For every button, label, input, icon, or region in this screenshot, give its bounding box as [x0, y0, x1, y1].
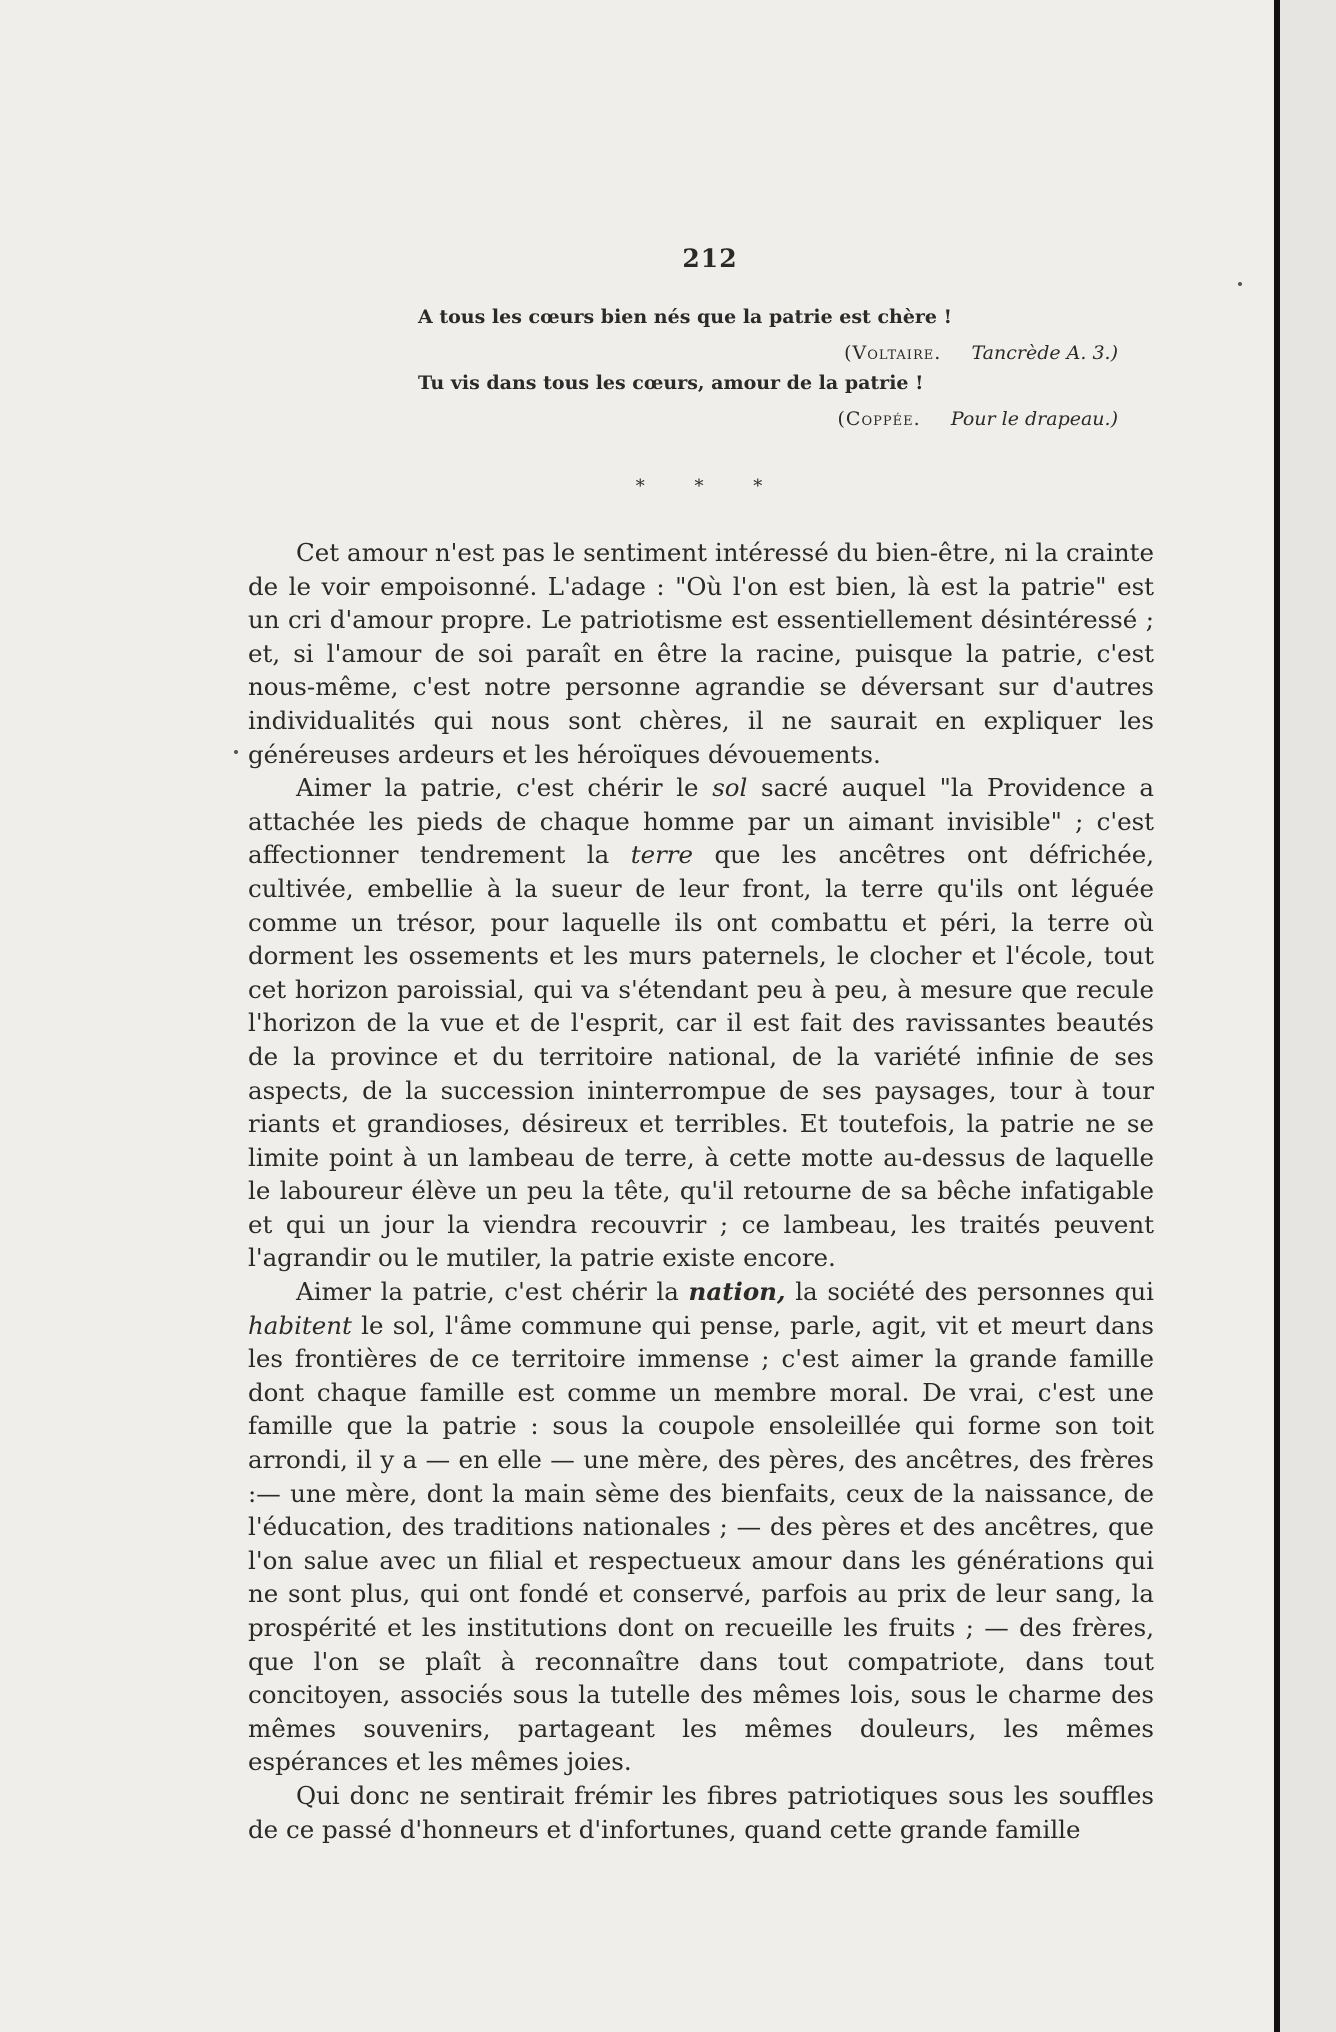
section-separator: * * *	[635, 476, 785, 497]
epigraph-line: A tous les cœurs bien nés que la patrie est chère !	[418, 306, 952, 328]
paragraph-text: le sol, l'âme commune qui pense, parle, agit, vit et meurt dans les frontières de ce territoire immense ; c'est aimer la grande famille dont chaque famille est comme un membre moral. De vrai, c'est une famille que la patrie : sous la coupole ensoleillée qui forme son toit arrondi, il y a — en elle — une mère, des pères, des ancêtres, des frères :— une mère, dont la main sème des bienfaits, ceux de la naissance, de l'éducation, des traditions nationales ; — des pères et des ancêtres, que l'on salue avec un filial et respectueux amour dans les générations qui ne sont plus, qui ont fondé et conservé, parfois au prix de leur sang, la prospérité et les institutions dont on recueille les fruits ; — des frères, que l'on se plaît à reconnaître dans tout compatriote, dans tout concitoyen, associés sous la tutelle des mêmes lois, sous le charme des mêmes souvenirs, partageant les mêmes douleurs, les mêmes espérances et les mêmes joies.	[248, 1310, 1154, 1777]
paragraph-text: Aimer la patrie, c'est chérir le	[296, 773, 713, 803]
emphasis-habitent: habitent	[248, 1310, 352, 1340]
margin-speck	[1238, 282, 1242, 286]
paragraph-text: la société des personnes qui	[785, 1277, 1154, 1307]
paragraph-4	[248, 1779, 1154, 1846]
scan-margin	[1280, 0, 1336, 2032]
paragraph-text: Qui donc ne sentirait frémir les fibres patriotiques sous les souffles de ce passé d'honneurs et d'infortunes, quand cette grande famille	[248, 1780, 1154, 1844]
page-number: 212	[682, 244, 738, 273]
paragraph-text: Aimer la patrie, c'est chérir la	[296, 1277, 689, 1307]
paragraph-1	[248, 536, 1154, 771]
emphasis-nation: nation,	[688, 1277, 786, 1307]
epigraph-coppee	[370, 372, 1118, 458]
emphasis-terre: terre	[630, 840, 693, 870]
epigraph-author: (Coppée.	[837, 408, 921, 430]
epigraph-source	[844, 342, 1118, 364]
emphasis-sol: sol	[712, 773, 748, 803]
paragraph-text: Cet amour n'est pas le sentiment intéressé du bien-être, ni la crainte de le voir empoisonné. L'adage : "Où l'on est bien, là est la patrie" est un cri d'amour propre. Le patriotisme est essentiellement désintéressé ; et, si l'amour de soi paraît en être la racine, puisque la patrie, c'est nous-même, c'est notre personne agrandie se déversant sur d'autres individualités qui nous sont chères, il ne saurait en expliquer les généreuses ardeurs et les héroïques dévouements.	[248, 538, 1154, 769]
paragraph-text: que les ancêtres ont défrichée, cultivée, embellie à la sueur de leur front, la terre qu'ils ont léguée comme un trésor, pour laquelle ils ont combattu et péri, la terre où dorment les ossements et les murs paternels, le clocher et l'école, tout cet horizon paroissial, qui va s'étendant peu à peu, à mesure que recule l'horizon de la vue et de l'esprit, car il est fait des ravissantes beautés de la province et du territoire national, de la variété infinie de ses aspects, de la succession ininterrompue de ses paysages, tour à tour riants et grandioses, désireux et terribles. Et toutefois, la patrie ne se limite point à un lambeau de terre, à cette motte au-dessus de laquelle le laboureur élève un peu la tête, qu'il retourne de sa bêche infatigable et qui un jour la viendra recouvrir ; ce lambeau, les traités peuvent l'agrandir ou le mutiler, la patrie existe encore.	[248, 840, 1154, 1273]
paragraph-3	[248, 1275, 1154, 1779]
epigraph-line: Tu vis dans tous les cœurs, amour de la patrie !	[418, 372, 924, 394]
paragraph-text: sacré auquel "la Providence a attachée les pieds de chaque homme par un aimant invisible" ; c'est affectionner tendrement la	[248, 773, 1155, 870]
epigraph-work: Tancrède A. 3.)	[971, 342, 1118, 364]
body-text	[248, 536, 1154, 1846]
epigraph-source	[838, 408, 1119, 430]
paragraph-2	[248, 771, 1154, 1275]
margin-speck	[234, 750, 238, 754]
epigraph-work: Pour le drapeau.)	[950, 408, 1118, 430]
epigraph-author: (Voltaire.	[844, 342, 942, 364]
